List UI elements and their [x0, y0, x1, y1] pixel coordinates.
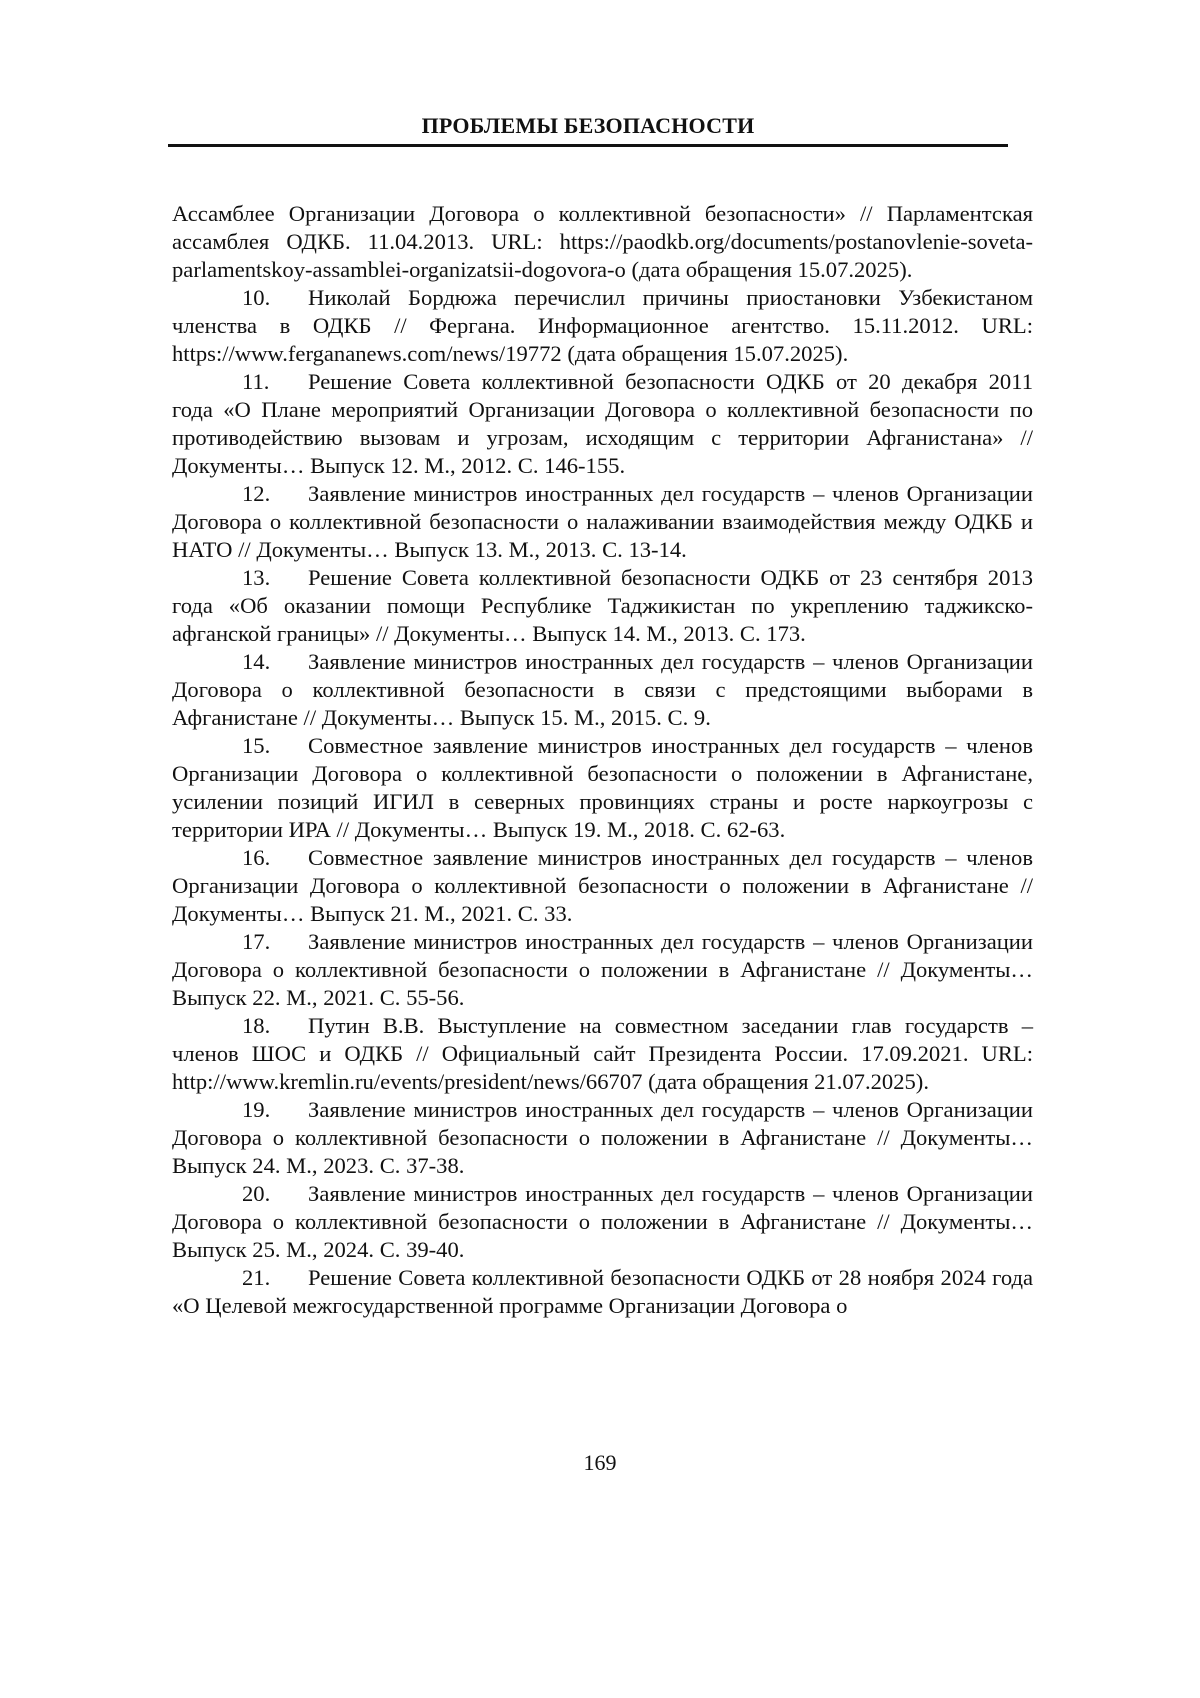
reference-item-17 [172, 928, 1033, 1012]
references-list [172, 200, 1033, 1320]
reference-text: Совместное заявление министров иностранных дел государств – членов Организации Договора о коллективной безопасности о положении в Афганистане // Документы… Выпуск 21. М., 2021. С. 33. [172, 845, 1033, 926]
reference-number: 18. [242, 1013, 271, 1038]
reference-text: Совместное заявление министров иностранных дел государств – членов Организации Договора о коллективной безопасности о положении в Афганистане, усилении позиций ИГИЛ в северных провинциях страны и росте наркоугрозы с территории ИРА // Документы… Выпуск 19. М., 2018. С. 62-63. [172, 733, 1033, 842]
reference-item-11 [172, 368, 1033, 480]
reference-number: 21. [242, 1265, 271, 1290]
reference-text: Заявление министров иностранных дел государств – членов Организации Договора о коллективной безопасности в связи с предстоящими выборами в Афганистане // Документы… Выпуск 15. М., 2015. С. 9. [172, 649, 1033, 730]
page-number: 169 [583, 1450, 617, 1475]
reference-number: 19. [242, 1097, 271, 1122]
reference-text: Заявление министров иностранных дел государств – членов Организации Договора о коллективной безопасности о налаживании взаимодействия между ОДКБ и НАТО // Документы… Выпуск 13. М., 2013. С. 13-14. [172, 481, 1033, 562]
reference-number: 10. [242, 285, 271, 310]
reference-number: 11. [242, 369, 270, 394]
reference-item-21 [172, 1264, 1033, 1320]
reference-item-14 [172, 648, 1033, 732]
reference-item-13 [172, 564, 1033, 648]
running-header: ПРОБЛЕМЫ БЕЗОПАСНОСТИ [421, 113, 755, 138]
reference-continuation: Ассамблее Организации Договора о коллективной безопасности» // Парламентская ассамблея ОДКБ. 11.04.2013. URL: https://paodkb.org/documents/postanovlenie-soveta-parlamentskoy-assamblei-organizatsii-dogovora-o (дата обращения 15.07.2025). [172, 201, 1033, 282]
reference-text: Заявление министров иностранных дел государств – членов Организации Договора о коллективной безопасности о положении в Афганистане // Документы… Выпуск 25. М., 2024. С. 39-40. [172, 1181, 1033, 1262]
reference-number: 14. [242, 649, 271, 674]
reference-number: 15. [242, 733, 271, 758]
reference-item-12 [172, 480, 1033, 564]
reference-item-16 [172, 844, 1033, 928]
header-rule [168, 144, 1008, 147]
reference-number: 20. [242, 1181, 271, 1206]
reference-item-18 [172, 1012, 1033, 1096]
reference-item-15 [172, 732, 1033, 844]
reference-item-19 [172, 1096, 1033, 1180]
reference-text: Путин В.В. Выступление на совместном заседании глав государств – членов ШОС и ОДКБ // Официальный сайт Президента России. 17.09.2021. URL: http://www.kremlin.ru/events/president/news/66707 (дата обращения 21.07.2025). [172, 1013, 1033, 1094]
reference-text: Решение Совета коллективной безопасности ОДКБ от 28 ноября 2024 года «О Целевой межгосударственной программе Организации Договора о [172, 1265, 1033, 1318]
reference-text: Николай Бордюжа перечислил причины приостановки Узбекистаном членства в ОДКБ // Фергана. Информационное агентство. 15.11.2012. URL: https://www.fergananews.com/news/19772 (дата обращения 15.07.2025). [172, 285, 1033, 366]
reference-number: 16. [242, 845, 271, 870]
reference-text: Заявление министров иностранных дел государств – членов Организации Договора о коллективной безопасности о положении в Афганистане // Документы… Выпуск 22. М., 2021. С. 55-56. [172, 929, 1033, 1010]
reference-number: 13. [242, 565, 271, 590]
reference-number: 17. [242, 929, 271, 954]
reference-item-10 [172, 284, 1033, 368]
reference-item-20 [172, 1180, 1033, 1264]
reference-text: Заявление министров иностранных дел государств – членов Организации Договора о коллективной безопасности о положении в Афганистане // Документы… Выпуск 24. М., 2023. С. 37-38. [172, 1097, 1033, 1178]
reference-text: Решение Совета коллективной безопасности ОДКБ от 23 сентября 2013 года «Об оказании помощи Республике Таджикистан по укреплению таджикско-афганской границы» // Документы… Выпуск 14. М., 2013. С. 173. [172, 565, 1033, 646]
reference-text: Решение Совета коллективной безопасности ОДКБ от 20 декабря 2011 года «О Плане мероприятий Организации Договора о коллективной безопасности по противодействию вызовам и угрозам, исходящим с территории Афганистана» // Документы… Выпуск 12. М., 2012. С. 146-155. [172, 369, 1033, 478]
reference-number: 12. [242, 481, 271, 506]
